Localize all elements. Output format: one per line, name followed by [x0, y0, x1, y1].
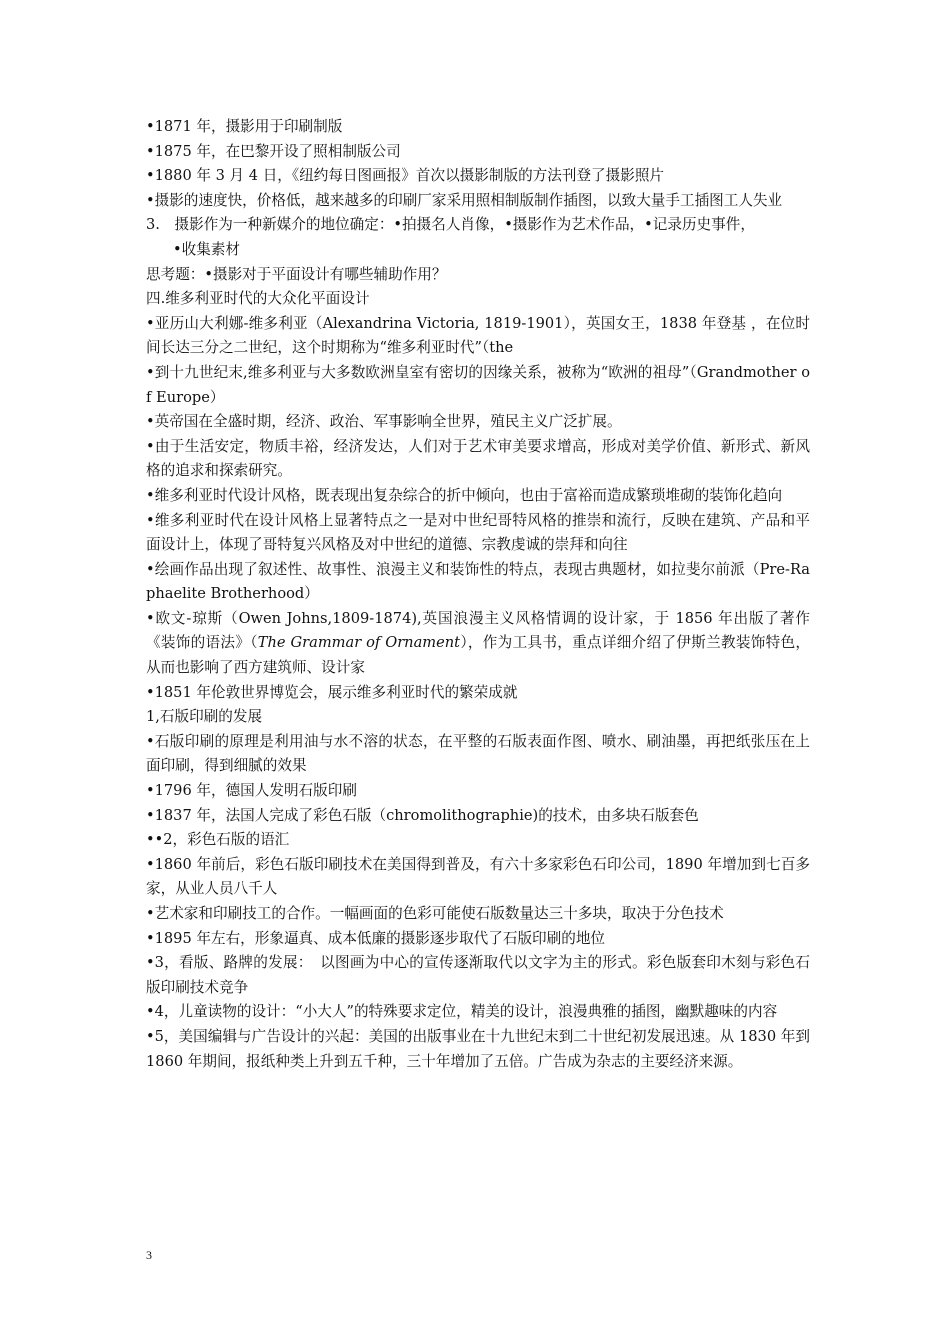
paragraph: •1895 年左右，形象逼真、成本低廉的摄影逐步取代了石版印刷的地位 — [146, 929, 606, 947]
paragraph: •维多利亚时代设计风格，既表现出复杂综合的折中倾向，也由于富裕而造成繁琐堆砌的装饰化趋向 — [146, 486, 783, 504]
paragraph: •3，看版、路牌的发展： 以图画为中心的宣传逐渐取代以文字为主的形式。彩色版套印木刻与彩色石版印刷技术竞争 — [146, 954, 810, 996]
paragraph: •艺术家和印刷技工的合作。一幅画面的色彩可能使石版数量达三十多块，取决于分色技术 — [146, 905, 724, 922]
owen-text-after: ），作为工具书，重点详细介绍了伊斯兰教装饰特色，从而也影响了西方建筑师、设计家 — [146, 634, 811, 677]
paragraph: •摄影的速度快，价格低，越来越多的印刷厂家采用照相制版制作插图，以致大量手工插图工人失业 — [146, 191, 783, 209]
paragraph: •维多利亚时代在设计风格上显著特点之一是对中世纪哥特风格的推崇和流行，反映在建筑、产品和平面设计上，体现了哥特复兴风格及对中世纪的道德、宗教虔诚的崇拜和向往 — [146, 511, 810, 554]
paragraph: •1880 年 3 月 4 日，《纽约每日图画报》首次以摄影制版的方法刊登了摄影照片 — [146, 167, 665, 185]
book-title: The Grammar of Ornament — [257, 634, 461, 652]
paragraph: •绘画作品出现了叙述性、故事性、浪漫主义和装饰性的特点，表现古典题材，如拉斐尔前派（Pre-Raphaelite Brotherhood） — [146, 560, 810, 603]
paragraph: ••2，彩色石版的语汇 — [146, 831, 290, 849]
paragraph: •亚历山大利娜-维多利亚（Alexandrina Victoria, 1819-1901），英国女王，1838 年登基 ，在位时间长达三分之二世纪，这个时期称为“维多利亚时代”（the — [146, 314, 810, 357]
paragraph: •石版印刷的原理是利用油与水不溶的状态，在平整的石版表面作图、喷水、刷油墨，再把纸张压在上面印刷，得到细腻的效果 — [146, 732, 810, 775]
owen-jones-paragraph — [146, 607, 810, 681]
paragraph: •1871 年，摄影用于印刷制版 — [146, 118, 343, 135]
owen-text-before: •欧文-琼斯（Owen Johns,1809-1874),英国浪漫主义风格情调的设计家，于 1856 年出版了著作《装饰的语法》（ — [146, 609, 810, 652]
paragraph: •1837 年，法国人完成了彩色石版（chromolithographie)的技术，由多块石版套色 — [146, 806, 699, 824]
paragraph: •1851 年伦敦世界博览会，展示维多利亚时代的繁荣成就 — [146, 683, 518, 701]
question: 思考题：•摄影对于平面设计有哪些辅助作用？ — [146, 265, 447, 283]
numbered-item: 3. 摄影作为一种新媒介的地位确定：•拍摄名人肖像，•摄影作为艺术作品，•记录历史事件， — [146, 216, 755, 234]
paragraph: •由于生活安定，物质丰裕，经济发达，人们对于艺术审美要求增高，形成对美学价值、新形式、新风格的追求和探索研究。 — [146, 437, 810, 480]
paragraph: •4，儿童读物的设计：“小大人”的特殊要求定位，精美的设计，浪漫典雅的插图，幽默趣味的内容 — [146, 1003, 778, 1021]
paragraph: •1796 年，德国人发明石版印刷 — [146, 782, 357, 800]
subheading: 1,石版印刷的发展 — [146, 708, 263, 726]
section-heading: 四.维多利亚时代的大众化平面设计 — [146, 290, 370, 308]
document-body — [146, 115, 810, 1074]
paragraph: •5，美国编辑与广告设计的兴起：美国的出版事业在十九世纪末到二十世纪初发展迅速。从 1830 年到 1860 年期间，报纸种类上升到五千种，三十年增加了五倍。广告成为杂志的主要经济来源。 — [146, 1027, 810, 1070]
numbered-item-continuation: •收集素材 — [173, 240, 240, 258]
paragraph: •到十九世纪末,维多利亚与大多数欧洲皇室有密切的因缘关系，被称为“欧洲的祖母”（Grandmother of Europe） — [146, 363, 810, 406]
paragraph: •英帝国在全盛时期，经济、政治、军事影响全世界，殖民主义广泛扩展。 — [146, 413, 622, 431]
page-number: 3 — [146, 1248, 152, 1262]
paragraph: •1860 年前后，彩色石版印刷技术在美国得到普及，有六十多家彩色石印公司，1890 年增加到七百多家，从业人员八千人 — [146, 855, 810, 898]
paragraph: •1875 年，在巴黎开设了照相制版公司 — [146, 142, 401, 160]
